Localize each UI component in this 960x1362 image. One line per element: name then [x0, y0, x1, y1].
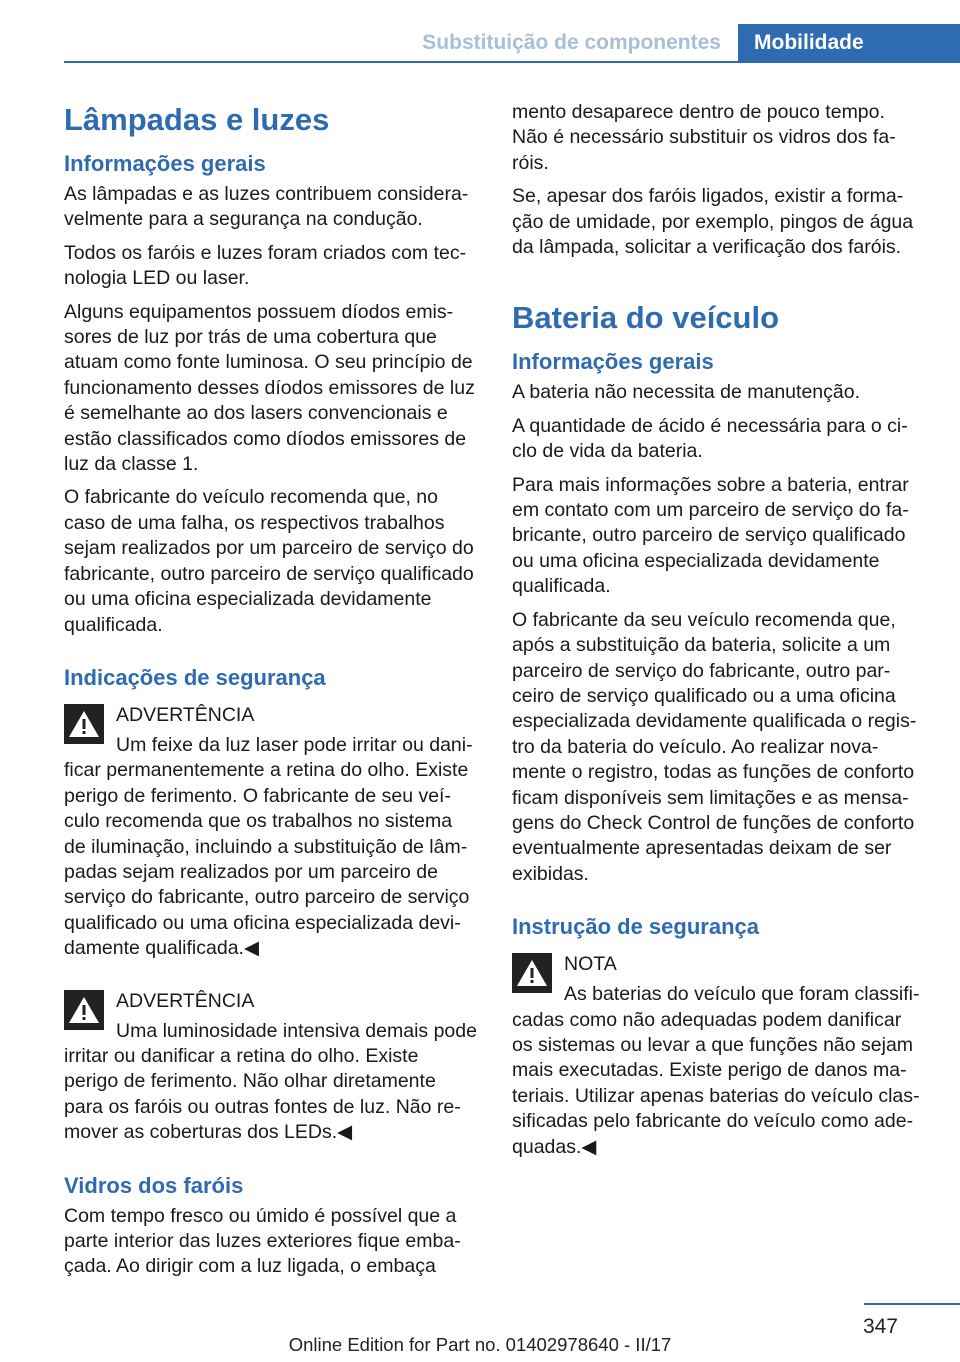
headlight-glass-paragraph: Com tempo fresco ou úmido é possível que a parte interior das luzes exteriores fique embaçada. Ao dirigir com a luz ligada, o embaça	[64, 1204, 461, 1278]
lamps-paragraph: O fabricante do veículo recomenda que, no caso de uma falha, os respectivos trabalhos sejam realizados por um parceiro de serviço do fabricante, outro parceiro de serviço qualificado ou uma oficina especializada devidamente qualificada.	[64, 486, 474, 636]
notice-title: NOTA	[564, 953, 617, 976]
footer-rule	[864, 1303, 960, 1305]
header-chapter-tab[interactable]: Mobilidade	[738, 24, 960, 61]
warning-block	[64, 702, 478, 962]
battery-paragraph: O fabricante da seu veículo recomenda que, após a substituição da bateria, solicite a um parceiro de serviço do fabricante, outro parceiro de serviço qualificado ou a uma oficina especializada devidamente qualificada o registro da bateria do veículo. Ao realizar novamente o registro, todas as funções de conforto ficam disponíveis sem limitações e as mensagens do Check Control de funções de conforto eventualmente apresentadas deixam de ser exibidas.	[512, 608, 917, 885]
left-column	[64, 100, 478, 1288]
warning-title: ADVERTÊNCIA	[116, 989, 255, 1012]
battery-title: Bateria do veículo	[512, 300, 780, 336]
battery-paragraph: Para mais informações sobre a bateria, entrar em contato com um parceiro de serviço do fabricante, outro parceiro de serviço qualificado ou uma oficina especializada devidamente qualificada.	[512, 473, 909, 598]
header-section-tab[interactable]: Substituição de componentes	[422, 24, 738, 61]
warning-text: Um feixe da luz laser pode irritar ou danificar permanentemente a retina do olho. Existe perigo de ferimento. O fabricante de seu veículo recomenda que os trabalhos no sistema de iluminação, incluindo a substituição de lâmpadas sejam realizados por um parceiro de serviço do fabricante, outro parceiro de serviço qualificado ou uma oficina especializada devidamente qualificada.◀	[64, 733, 473, 960]
lamps-paragraph: Todos os faróis e luzes foram criados com tecnologia LED ou laser.	[64, 241, 467, 290]
warning-triangle-icon	[512, 953, 552, 993]
warning-title: ADVERTÊNCIA	[116, 703, 255, 726]
headlight-glass-paragraph: Se, apesar dos faróis ligados, existir a formação de umidade, por exemplo, pingos de água da lâmpada, solicitar a verificação dos faróis.	[512, 185, 914, 259]
lamps-general-heading: Informações gerais	[64, 151, 266, 176]
lamps-safety-heading: Indicações de segurança	[64, 664, 326, 690]
notice-text: As baterias do veículo que foram classificadas como não adequadas podem danificar os sistemas ou levar a que funções não sejam mais executadas. Existe perigo de danos materiais. Utilizar apenas baterias do veículo classificadas pelo fabricante do veículo como adequadas.◀	[512, 983, 920, 1158]
battery-paragraph: A quantidade de ácido é necessária para o ciclo de vida da bateria.	[512, 414, 908, 463]
battery-paragraph: A bateria não necessita de manutenção.	[512, 381, 860, 404]
page-number: 347	[862, 1315, 898, 1338]
right-column	[512, 100, 926, 1168]
warning-triangle-icon	[64, 990, 104, 1030]
headlight-glass-continued: mento desaparece dentro de pouco tempo. Não é necessário substituir os vidros dos faróis.	[512, 101, 896, 174]
lamps-paragraph: Alguns equipamentos possuem díodos emissores de luz por trás de uma cobertura que atuam como fonte luminosa. O seu princípio de funcionamento desses díodos emissores de luz é semelhante ao dos lasers convencionais e estão classificados como díodos emissores de luz da classe 1.	[64, 300, 475, 476]
warning-block	[64, 988, 478, 1146]
lamps-title: Lâmpadas e luzes	[64, 102, 330, 137]
spacer	[64, 1154, 478, 1172]
warning-text: Uma luminosidade intensiva demais pode irritar ou danificar a retina do olho. Existe perigo de ferimento. Não olhar diretamente para os faróis ou outras fontes de luz. Não remover as coberturas dos LEDs.◀	[64, 1019, 477, 1144]
notice-block	[512, 951, 926, 1160]
edition-line: Online Edition for Part no. 01402978640 - II/17	[288, 1334, 672, 1355]
spacer	[512, 268, 926, 298]
battery-safety-heading: Instrução de segurança	[512, 914, 759, 940]
spacer	[64, 970, 478, 988]
header-tabs	[422, 24, 960, 61]
headlight-glass-heading: Vidros dos faróis	[64, 1172, 244, 1198]
lamps-paragraph: As lâmpadas e as luzes contribuem consideravelmente para a segurança na condução.	[64, 183, 469, 231]
header-rule	[64, 61, 960, 63]
spacer	[64, 646, 478, 664]
battery-general-heading: Informações gerais	[512, 349, 714, 375]
spacer	[512, 895, 926, 913]
warning-triangle-icon	[64, 704, 104, 744]
